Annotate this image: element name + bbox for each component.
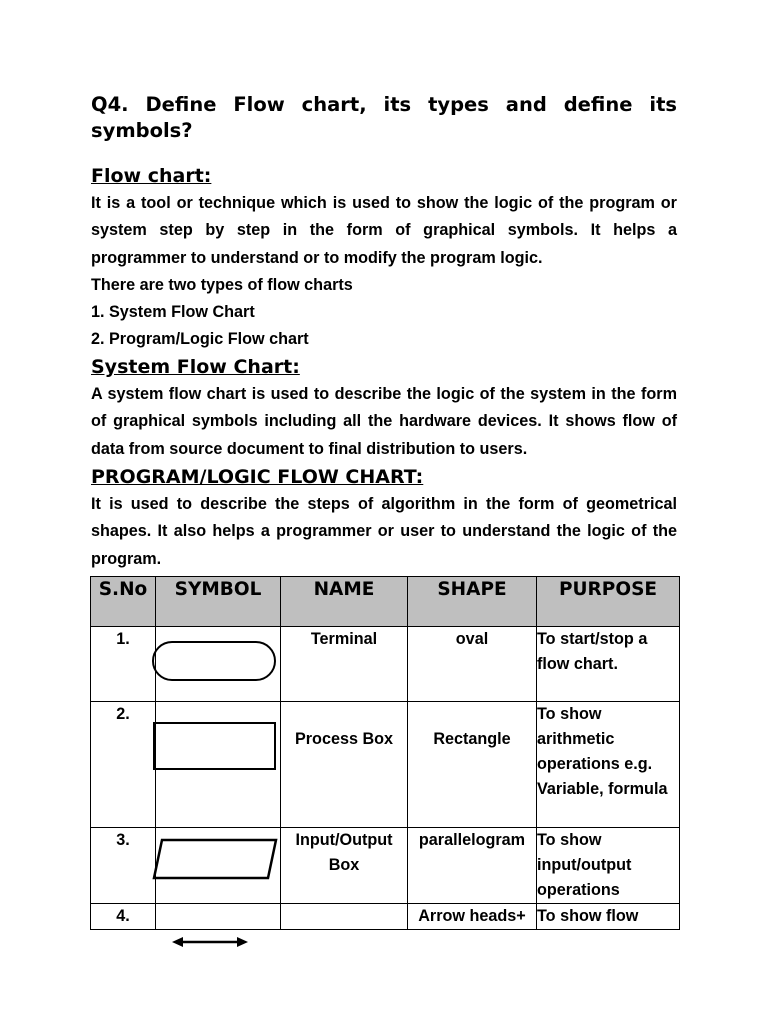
row-name: Process Box xyxy=(281,702,408,828)
rectangle-symbol-icon xyxy=(153,722,276,770)
flow-chart-types-list xyxy=(91,299,677,353)
header-symbol: SYMBOL xyxy=(156,577,281,627)
row-sno: 2. xyxy=(91,702,156,828)
question-line-2: symbols? xyxy=(91,119,193,142)
table-row xyxy=(91,627,680,702)
table-row xyxy=(91,904,680,930)
flow-chart-heading: Flow chart: xyxy=(91,165,212,187)
system-flow-chart-heading: System Flow Chart: xyxy=(91,356,300,379)
program-flow-chart-heading: PROGRAM/LOGIC FLOW CHART: xyxy=(91,466,424,489)
list-item: 2. Program/Logic Flow chart xyxy=(91,330,309,349)
symbols-table xyxy=(90,576,680,930)
row-name: Input/Output Box xyxy=(281,828,408,904)
question-title xyxy=(91,92,677,144)
row-shape: parallelogram xyxy=(408,828,537,904)
row-symbol xyxy=(156,627,281,702)
parallelogram-symbol-icon xyxy=(152,836,278,896)
row-shape: Rectangle xyxy=(408,702,537,828)
row-sno: 1. xyxy=(91,627,156,702)
header-shape: SHAPE xyxy=(408,577,537,627)
question-line-1: Q4. Define Flow chart, its types and define its xyxy=(91,93,677,116)
row-purpose: To show flow xyxy=(537,904,680,930)
header-name: NAME xyxy=(281,577,408,627)
row-shape: oval xyxy=(408,627,537,702)
flow-chart-types-intro: There are two types of flow charts xyxy=(91,275,353,294)
row-sno: 4. xyxy=(91,904,156,930)
table-row xyxy=(91,828,680,904)
table-row xyxy=(91,702,680,828)
row-name: Terminal xyxy=(281,627,408,702)
flow-chart-definition: It is a tool or technique which is used to show the logic of the program or system step by step in the form of graphical symbols. It helps a programmer to understand or to modify the program logic. xyxy=(91,194,677,267)
row-shape: Arrow heads+ xyxy=(408,904,537,930)
system-flow-chart-definition: A system flow chart is used to describe the logic of the system in the form of graphical symbols including all the hardware devices. It shows flow of data from source document to final distribution to users. xyxy=(91,385,677,458)
row-purpose: To show input/output operations xyxy=(537,828,680,904)
row-purpose: To show arithmetic operations e.g. Variable, formula xyxy=(537,702,680,828)
row-symbol xyxy=(156,904,281,930)
row-name xyxy=(281,904,408,930)
double-arrow-icon xyxy=(172,934,248,950)
row-symbol xyxy=(156,702,281,828)
oval-symbol-icon xyxy=(152,641,276,681)
list-item: 1. System Flow Chart xyxy=(91,303,255,322)
table-header-row xyxy=(91,577,680,627)
document-page xyxy=(91,92,677,573)
program-flow-chart-definition: It is used to describe the steps of algorithm in the form of geometrical shapes. It also helps a programmer or user to understand the logic of the program. xyxy=(91,495,677,568)
header-sno: S.No xyxy=(91,577,156,627)
row-symbol xyxy=(156,828,281,904)
row-purpose: To start/stop a flow chart. xyxy=(537,627,680,702)
header-purpose: PURPOSE xyxy=(537,577,680,627)
row-sno: 3. xyxy=(91,828,156,904)
